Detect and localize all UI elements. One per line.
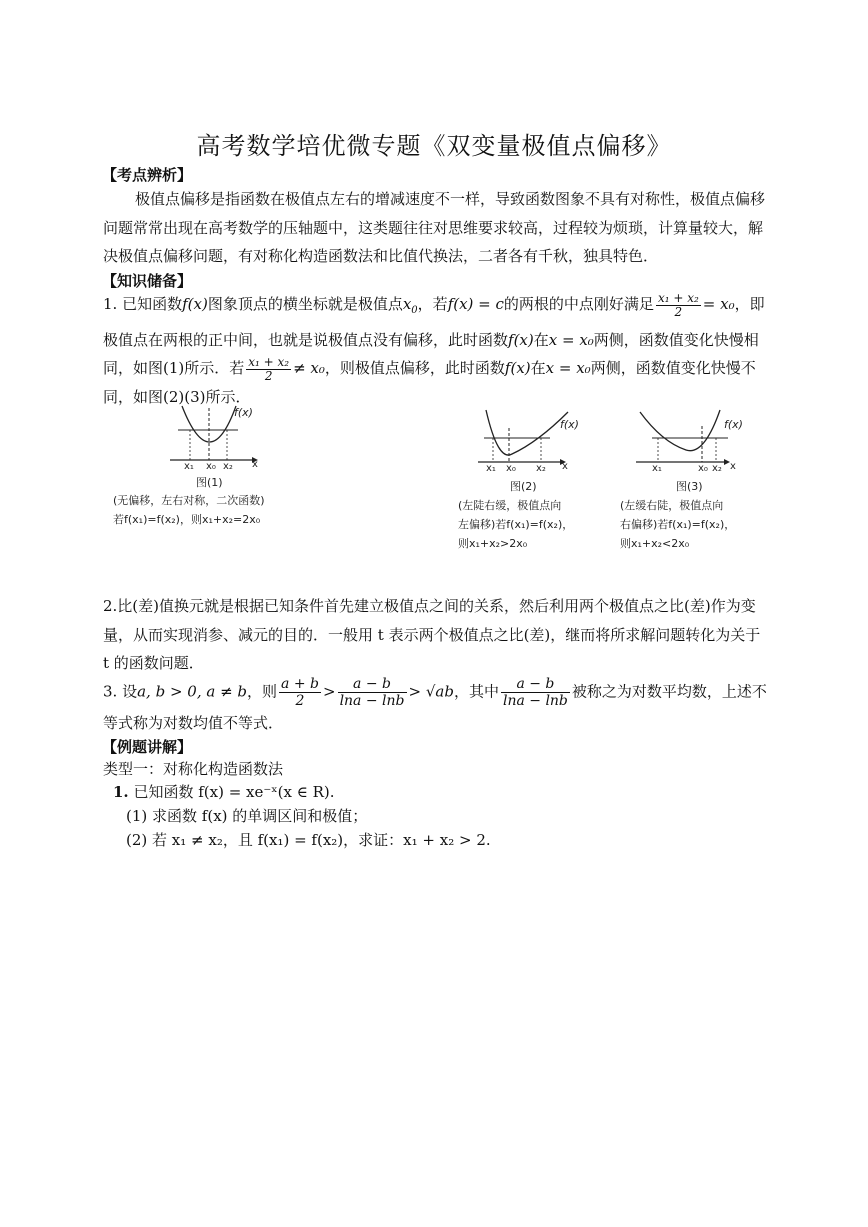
k3-fraction-2: $\frac{a - b}{\ln a - \ln b}$	[339, 676, 405, 709]
k1-fx: f(x)	[508, 330, 534, 349]
k3-text: ，其中	[453, 682, 499, 701]
k3-fraction-3: $\frac{a - b}{\ln a - \ln b}$	[502, 676, 568, 709]
k3-text: 被称之为对数平均数，上述不等式称为对数均值不等式．	[103, 682, 767, 732]
fig2-caption-1: (左陡右缓，极值点向	[458, 499, 562, 512]
fig2-caption-3: 则x₁+x₂>2x₀	[458, 537, 528, 550]
example-heading: 【例题讲解】	[102, 738, 193, 756]
fig1-caption-1: (无偏移，左右对称，二次函数)	[113, 494, 265, 507]
knowledge-heading: 【知识储备】	[102, 272, 193, 290]
k1-text: ，若	[417, 295, 448, 313]
fig1-x2-label: x₂	[223, 461, 233, 472]
fig1-curve-label: f(x)	[234, 406, 253, 419]
k1-fraction-2: $\frac{\text{x₁ + x₂}}{2}$	[248, 354, 290, 383]
fig3-curve-label: f(x)	[724, 418, 743, 431]
fig3-name: 图(3)	[676, 480, 703, 493]
fig2-name: 图(2)	[510, 480, 537, 493]
k1-eq: f(x) = c	[447, 295, 504, 313]
figure-1	[170, 402, 270, 474]
question-number: 1.	[113, 783, 129, 801]
knowledge-item-3	[103, 676, 771, 738]
fig2-curve-label: f(x)	[560, 418, 579, 431]
fig2-x1-label: x₁	[486, 463, 496, 474]
skewed-curve	[640, 410, 720, 451]
k1-fraction: $\frac{\text{x₁ + x₂}}{2}$	[657, 290, 699, 319]
fig3-x0-label: x₀	[698, 463, 708, 474]
fig2-x-label: x	[562, 461, 568, 472]
k3-gt2: > √ab	[408, 682, 454, 701]
k1-text: 在	[530, 359, 546, 377]
fig2-caption-2: 左偏移)若f(x₁)=f(x₂)，	[458, 518, 574, 531]
k3-fraction-1: $\frac{a + b}{2}$	[281, 676, 319, 709]
k1-eq3: x = x₀	[545, 359, 591, 377]
fig2-x0-label: x₀	[506, 463, 516, 474]
figure-2	[478, 408, 578, 476]
fig3-x-label: x	[730, 461, 736, 472]
k1-fx: f(x)	[182, 295, 208, 313]
skewed-curve	[486, 410, 568, 455]
figure-3	[636, 408, 743, 476]
fig1-name: 图(1)	[196, 476, 223, 489]
fig1-x1-label: x₁	[184, 461, 194, 472]
analysis-heading: 【考点辨析】	[102, 166, 193, 184]
page-title: 高考数学培优微专题《双变量极值点偏移》	[196, 132, 672, 160]
question-1-part-1: (1) 求函数 f(x) 的单调区间和极值；	[126, 807, 368, 825]
k3-text: 3. 设	[103, 682, 138, 701]
k1-text: 1. 已知函数	[103, 295, 183, 313]
fig3-caption-3: 则x₁+x₂<2x₀	[620, 537, 690, 550]
k3-text: ，则	[247, 682, 278, 701]
fig2-x2-label: x₂	[536, 463, 546, 474]
k1-eq2: = x₀	[702, 295, 735, 313]
k1-text: 图象顶点的横坐标就是极值点	[207, 295, 403, 313]
question-1-part-2: (2) 若 x₁ ≠ x₂，且 f(x₁) = f(x₂)，求证：x₁ + x₂ > 2.	[126, 831, 491, 849]
k1-text: 的两根的中点刚好满足	[503, 295, 654, 313]
fig1-x-label: x	[252, 459, 258, 470]
fig3-caption-1: (左缓右陡，极值点向	[620, 499, 724, 512]
fig3-x1-label: x₁	[652, 463, 662, 474]
k3-condition: a, b > 0, a ≠ b	[137, 682, 248, 701]
k1-fx: f(x)	[504, 359, 531, 377]
k1-text: 两侧，函数值变化快慢不同，如图(2)(3)所示．	[103, 359, 756, 406]
k1-text: 两侧，函数值变化快慢相同，如图(1)所示．若	[103, 330, 759, 377]
question-1	[113, 781, 335, 802]
fig1-caption-2: 若f(x₁)=f(x₂)，则x₁+x₂=2x₀	[113, 513, 261, 526]
analysis-text: 极值点偏移是指函数在极值点左右的增减速度不一样，导致函数图象不具有对称性，极值点偏移问题常常出现在高考数学的压轴题中，这类题往往对思维要求较高，过程较为烦琐，计算量较大，解决极值点偏移问题，有对称化构造函数法和比值代换法，二者各有千秋，独具特色．	[103, 190, 766, 265]
fig3-x2-label: x₂	[712, 463, 722, 474]
k1-neq: ≠ x₀	[293, 359, 325, 377]
k3-gt: >	[322, 682, 336, 701]
k1-text: ，则极值点偏移，此时函数	[324, 359, 505, 377]
k1-x0: $x_0$	[402, 295, 418, 316]
knowledge-item-2: 2.比(差)值换元就是根据已知条件首先建立极值点之间的关系，然后利用两个极值点之比(差)作为变量，从而实现消参、减元的目的．一般用 t 表示两个极值点之比(差)，继而将所求解问题转化为关于 t 的函数问题．	[103, 597, 761, 672]
k1-text: 在	[533, 330, 549, 349]
fig3-caption-2: 右偏移)若f(x₁)=f(x₂)，	[620, 518, 736, 531]
knowledge-item-1	[103, 290, 771, 411]
fig1-x0-label: x₀	[206, 461, 216, 472]
type-1-label: 类型一：对称化构造函数法	[103, 760, 284, 778]
k1-eq3: x = x₀	[548, 330, 594, 349]
question-text: 已知函数 f(x) = xe⁻ˣ(x ∈ R).	[133, 783, 335, 801]
k1-text: ，即极值点在两根的正中间，也就是说极值点没有偏移，此时函数	[103, 295, 765, 349]
